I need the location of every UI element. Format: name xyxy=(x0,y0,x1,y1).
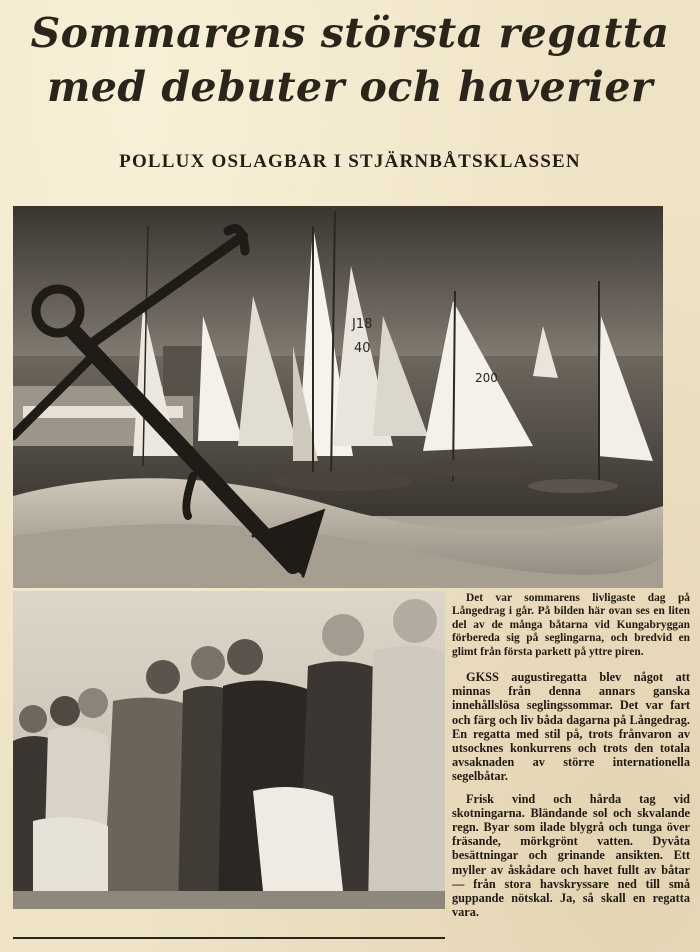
sail-number-40: 40 xyxy=(354,341,371,356)
article-text-column xyxy=(452,592,690,927)
article-paragraph-1: GKSS augustiregatta blev något att minnas från denna annars ganska innehållslösa seglingssommar. Det var fart och färg och liv båda dagarna på Långedrag. En regatta med stil på, trots frånvaron av utsocknes konkurrens och trots den totala avsaknaden av större internationella segelbåtar. xyxy=(452,670,690,784)
article-subheadline: POLLUX OSLAGBAR I STJÄRNBÅTSKLASSEN xyxy=(119,151,581,172)
headline-line-2: med debuter och haverier xyxy=(46,63,654,111)
article-paragraph-2: Frisk vind och hårda tag vid skotningarna. Bländande sol och skvalande regn. Byar som ilade blygrå och tunga över fräsande, mörkgrönt vatten. Dyvåta besättningar och grinande ansikten. Ett myller av åskådare och havet fullt av båtar — från stora havskryssare ned till små guppande nötskal. Ja, så skall en regatta vara. xyxy=(452,791,690,920)
spectators-photo-illustration xyxy=(13,591,445,909)
headline-line-1: Sommarens största regatta xyxy=(30,9,670,57)
article-headline xyxy=(20,6,680,114)
regatta-harbour-photo xyxy=(13,206,663,588)
sail-number-200: 200 xyxy=(475,371,498,385)
spectators-pier-photo xyxy=(13,591,445,909)
photo-caption: Det var sommarens livligaste dag på Långedrag i går. På bilden här ovan ses en liten del av de många båtarna vid Kungabryggan förbereda sig på seglingarna, och bredvid en glimt från första parkett på yttre piren. xyxy=(452,592,690,658)
harbour-photo-illustration xyxy=(13,206,663,588)
column-rule xyxy=(13,937,445,939)
sail-number-j18: J18 xyxy=(352,317,373,332)
